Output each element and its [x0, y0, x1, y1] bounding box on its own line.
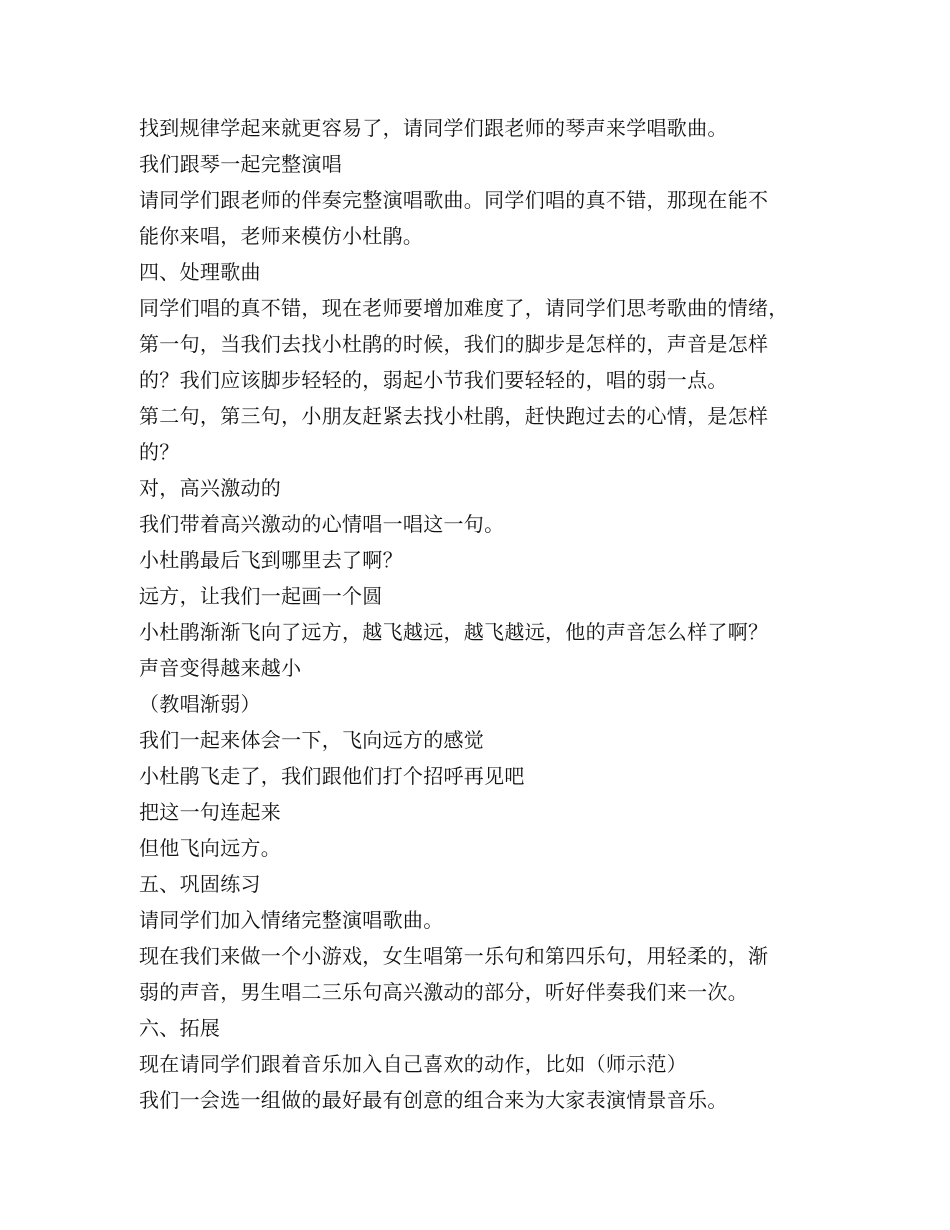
text-line: 我们一起来体会一下，飞向远方的感觉: [139, 728, 485, 752]
text-line: 第二句，第三句，小朋友赶紧去找小杜鹃，赶快跑过去的心情，是怎样: [139, 404, 769, 428]
document-body: [139, 110, 819, 1118]
section-heading: 六、拓展: [139, 1016, 221, 1040]
text-line: 声音变得越来越小: [139, 656, 302, 680]
text-line: 我们一会选一组做的最好最有创意的组合来为大家表演情景音乐。: [139, 1088, 728, 1112]
text-line: 请同学们加入情绪完整演唱歌曲。: [139, 908, 444, 932]
section-heading: 五、巩固练习: [139, 872, 261, 896]
text-line: 第一句，当我们去找小杜鹃的时候，我们的脚步是怎样的，声音是怎样: [139, 332, 769, 356]
text-line: 找到规律学起来就更容易了，请同学们跟老师的琴声来学唱歌曲。: [139, 116, 728, 140]
text-line: 远方，让我们一起画一个圆: [139, 584, 383, 608]
text-line: 弱的声音，男生唱二三乐句高兴激动的部分，听好伴奏我们来一次。: [139, 980, 748, 1004]
text-line: 小杜鹃飞走了，我们跟他们打个招呼再见吧: [139, 764, 525, 788]
text-line: 请同学们跟老师的伴奏完整演唱歌曲。同学们唱的真不错，那现在能不: [139, 188, 769, 212]
text-line: 的？我们应该脚步轻轻的，弱起小节我们要轻轻的，唱的弱一点。: [139, 368, 728, 392]
text-line: 能你来唱，老师来模仿小杜鹃。: [139, 224, 424, 248]
text-line: 的？: [139, 440, 180, 464]
text-line: 现在我们来做一个小游戏，女生唱第一乐句和第四乐句，用轻柔的，渐: [139, 944, 769, 968]
text-line: 小杜鹃最后飞到哪里去了啊？: [139, 548, 403, 572]
text-line: （教唱渐弱）: [139, 692, 261, 716]
text-line: 我们带着高兴激动的心情唱一唱这一句。: [139, 512, 505, 536]
text-line: 现在请同学们跟着音乐加入自己喜欢的动作，比如（师示范）: [139, 1052, 688, 1076]
text-line: 但他飞向远方。: [139, 836, 282, 860]
text-line: 同学们唱的真不错，现在老师要增加难度了，请同学们思考歌曲的情绪，: [139, 296, 789, 320]
text-line: 我们跟琴一起完整演唱: [139, 152, 342, 176]
text-line: 小杜鹃渐渐飞向了远方，越飞越远，越飞越远，他的声音怎么样了啊？: [139, 620, 769, 644]
text-line: 对，高兴激动的: [139, 476, 282, 500]
text-line: 把这一句连起来: [139, 800, 282, 824]
section-heading: 四、处理歌曲: [139, 260, 261, 284]
